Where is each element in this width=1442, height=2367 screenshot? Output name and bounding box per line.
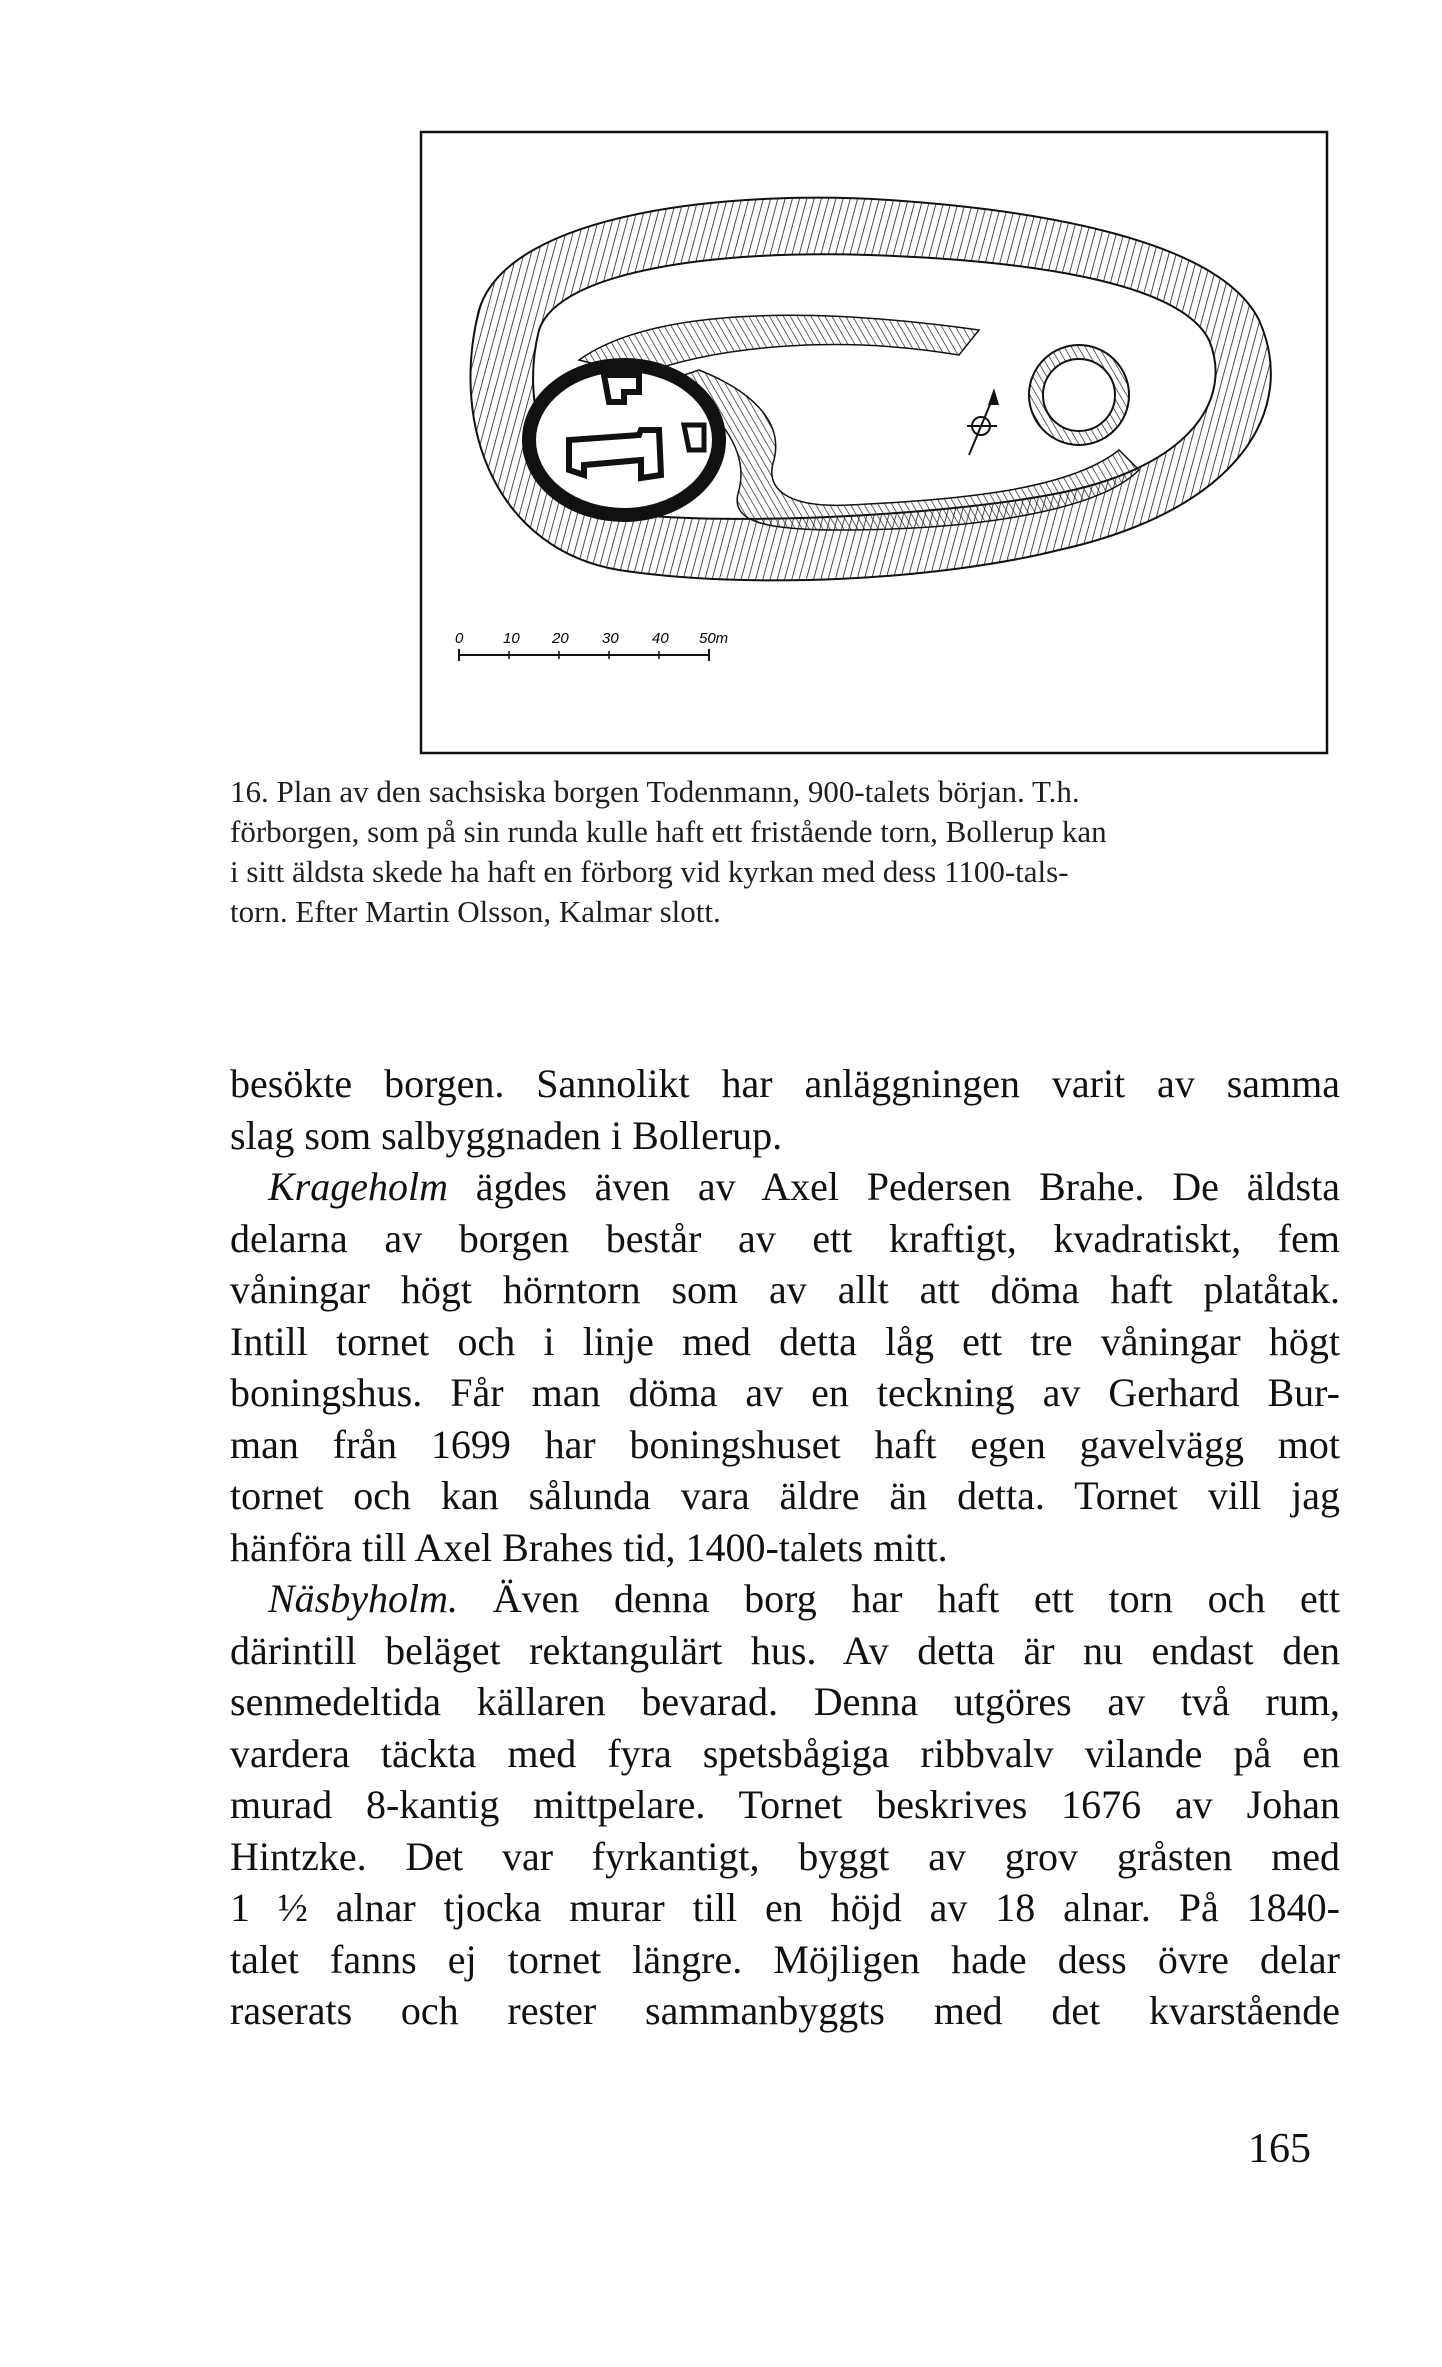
body-line: slag som salbyggnaden i Bollerup. bbox=[230, 1112, 783, 1158]
body-line: boningshus. Får man döma av en teckning av Gerhard Bur- bbox=[230, 1370, 1340, 1415]
caption-line: förborgen, som på sin runda kulle haft ett fristående torn, Bollerup kan bbox=[230, 814, 1107, 849]
page-number: 165 bbox=[1248, 2126, 1311, 2172]
scale-label: 50m bbox=[699, 630, 729, 647]
castle-plan-drawing bbox=[419, 130, 1329, 755]
east-tower bbox=[684, 425, 704, 450]
body-line: tornet och kan sålunda vara äldre än detta. Tornet vill jag bbox=[230, 1473, 1340, 1518]
scale-label: 20 bbox=[552, 630, 569, 647]
body-line: våningar högt hörntorn som av allt att döma haft platåtak. bbox=[230, 1267, 1340, 1312]
body-line: besökte borgen. Sannolikt har anläggningen varit av samma bbox=[230, 1061, 1340, 1106]
body-line bbox=[230, 1573, 1340, 1625]
scale-label: 40 bbox=[652, 630, 669, 647]
body-line: Intill tornet och i linje med detta låg ett tre våningar högt bbox=[230, 1318, 1340, 1364]
body-line: därintill beläget rektangulärt hus. Av detta är nu endast den bbox=[230, 1627, 1340, 1673]
body-line: murad 8-kantig mittpelare. Tornet beskrives 1676 av Johan bbox=[230, 1782, 1340, 1827]
scale-bar bbox=[455, 630, 728, 661]
figure-plan-todenmann bbox=[419, 130, 1329, 755]
figure-caption bbox=[230, 772, 1340, 932]
body-line: senmedeltida källaren bevarad. Denna utgöres av två rum, bbox=[230, 1679, 1340, 1724]
body-line: Hintzke. Det var fyrkantigt, byggt av grov gråsten med bbox=[230, 1833, 1340, 1879]
body-line: 1 ½ alnar tjocka murar till en höjd av 18 alnar. På 1840- bbox=[230, 1885, 1340, 1930]
body-line bbox=[230, 1161, 1340, 1213]
place-name-krageholm: Krageholm bbox=[268, 1164, 448, 1209]
body-line: talet fanns ej tornet längre. Möjligen hade dess övre delar bbox=[230, 1936, 1340, 1982]
place-name-nasbyholm: Näsbyholm. bbox=[268, 1576, 458, 1621]
body-text bbox=[230, 1058, 1340, 2037]
body-line: man från 1699 har boningshuset haft egen gavelvägg mot bbox=[230, 1421, 1340, 1467]
scale-label: 30 bbox=[602, 630, 619, 647]
body-line: delarna av borgen består av ett kraftigt, kvadratiskt, fem bbox=[230, 1215, 1340, 1261]
scale-label: 0 bbox=[455, 630, 464, 647]
caption-line: i sitt äldsta skede ha haft en förborg vid kyrkan med dess 1100-tals- bbox=[230, 854, 1069, 889]
north-arrow-icon bbox=[967, 388, 999, 455]
round-hill-top bbox=[1043, 359, 1115, 431]
body-line: hänföra till Axel Brahes tid, 1400-talets mitt. bbox=[230, 1524, 948, 1570]
body-line-rest: ägdes även av Axel Pedersen Brahe. De äldsta bbox=[448, 1164, 1340, 1209]
body-line: raserats och rester sammanbyggts med det kvarstående bbox=[230, 1988, 1340, 2033]
caption-line: 16. Plan av den sachsiska borgen Todenmann, 900-talets början. T.h. bbox=[230, 774, 1080, 809]
body-line: vardera täckta med fyra spetsbågiga ribbvalv vilande på en bbox=[230, 1730, 1340, 1776]
caption-line: torn. Efter Martin Olsson, Kalmar slott. bbox=[230, 894, 721, 929]
scale-label: 10 bbox=[503, 630, 520, 647]
body-line-rest: Även denna borg har haft ett torn och ett bbox=[458, 1576, 1340, 1621]
